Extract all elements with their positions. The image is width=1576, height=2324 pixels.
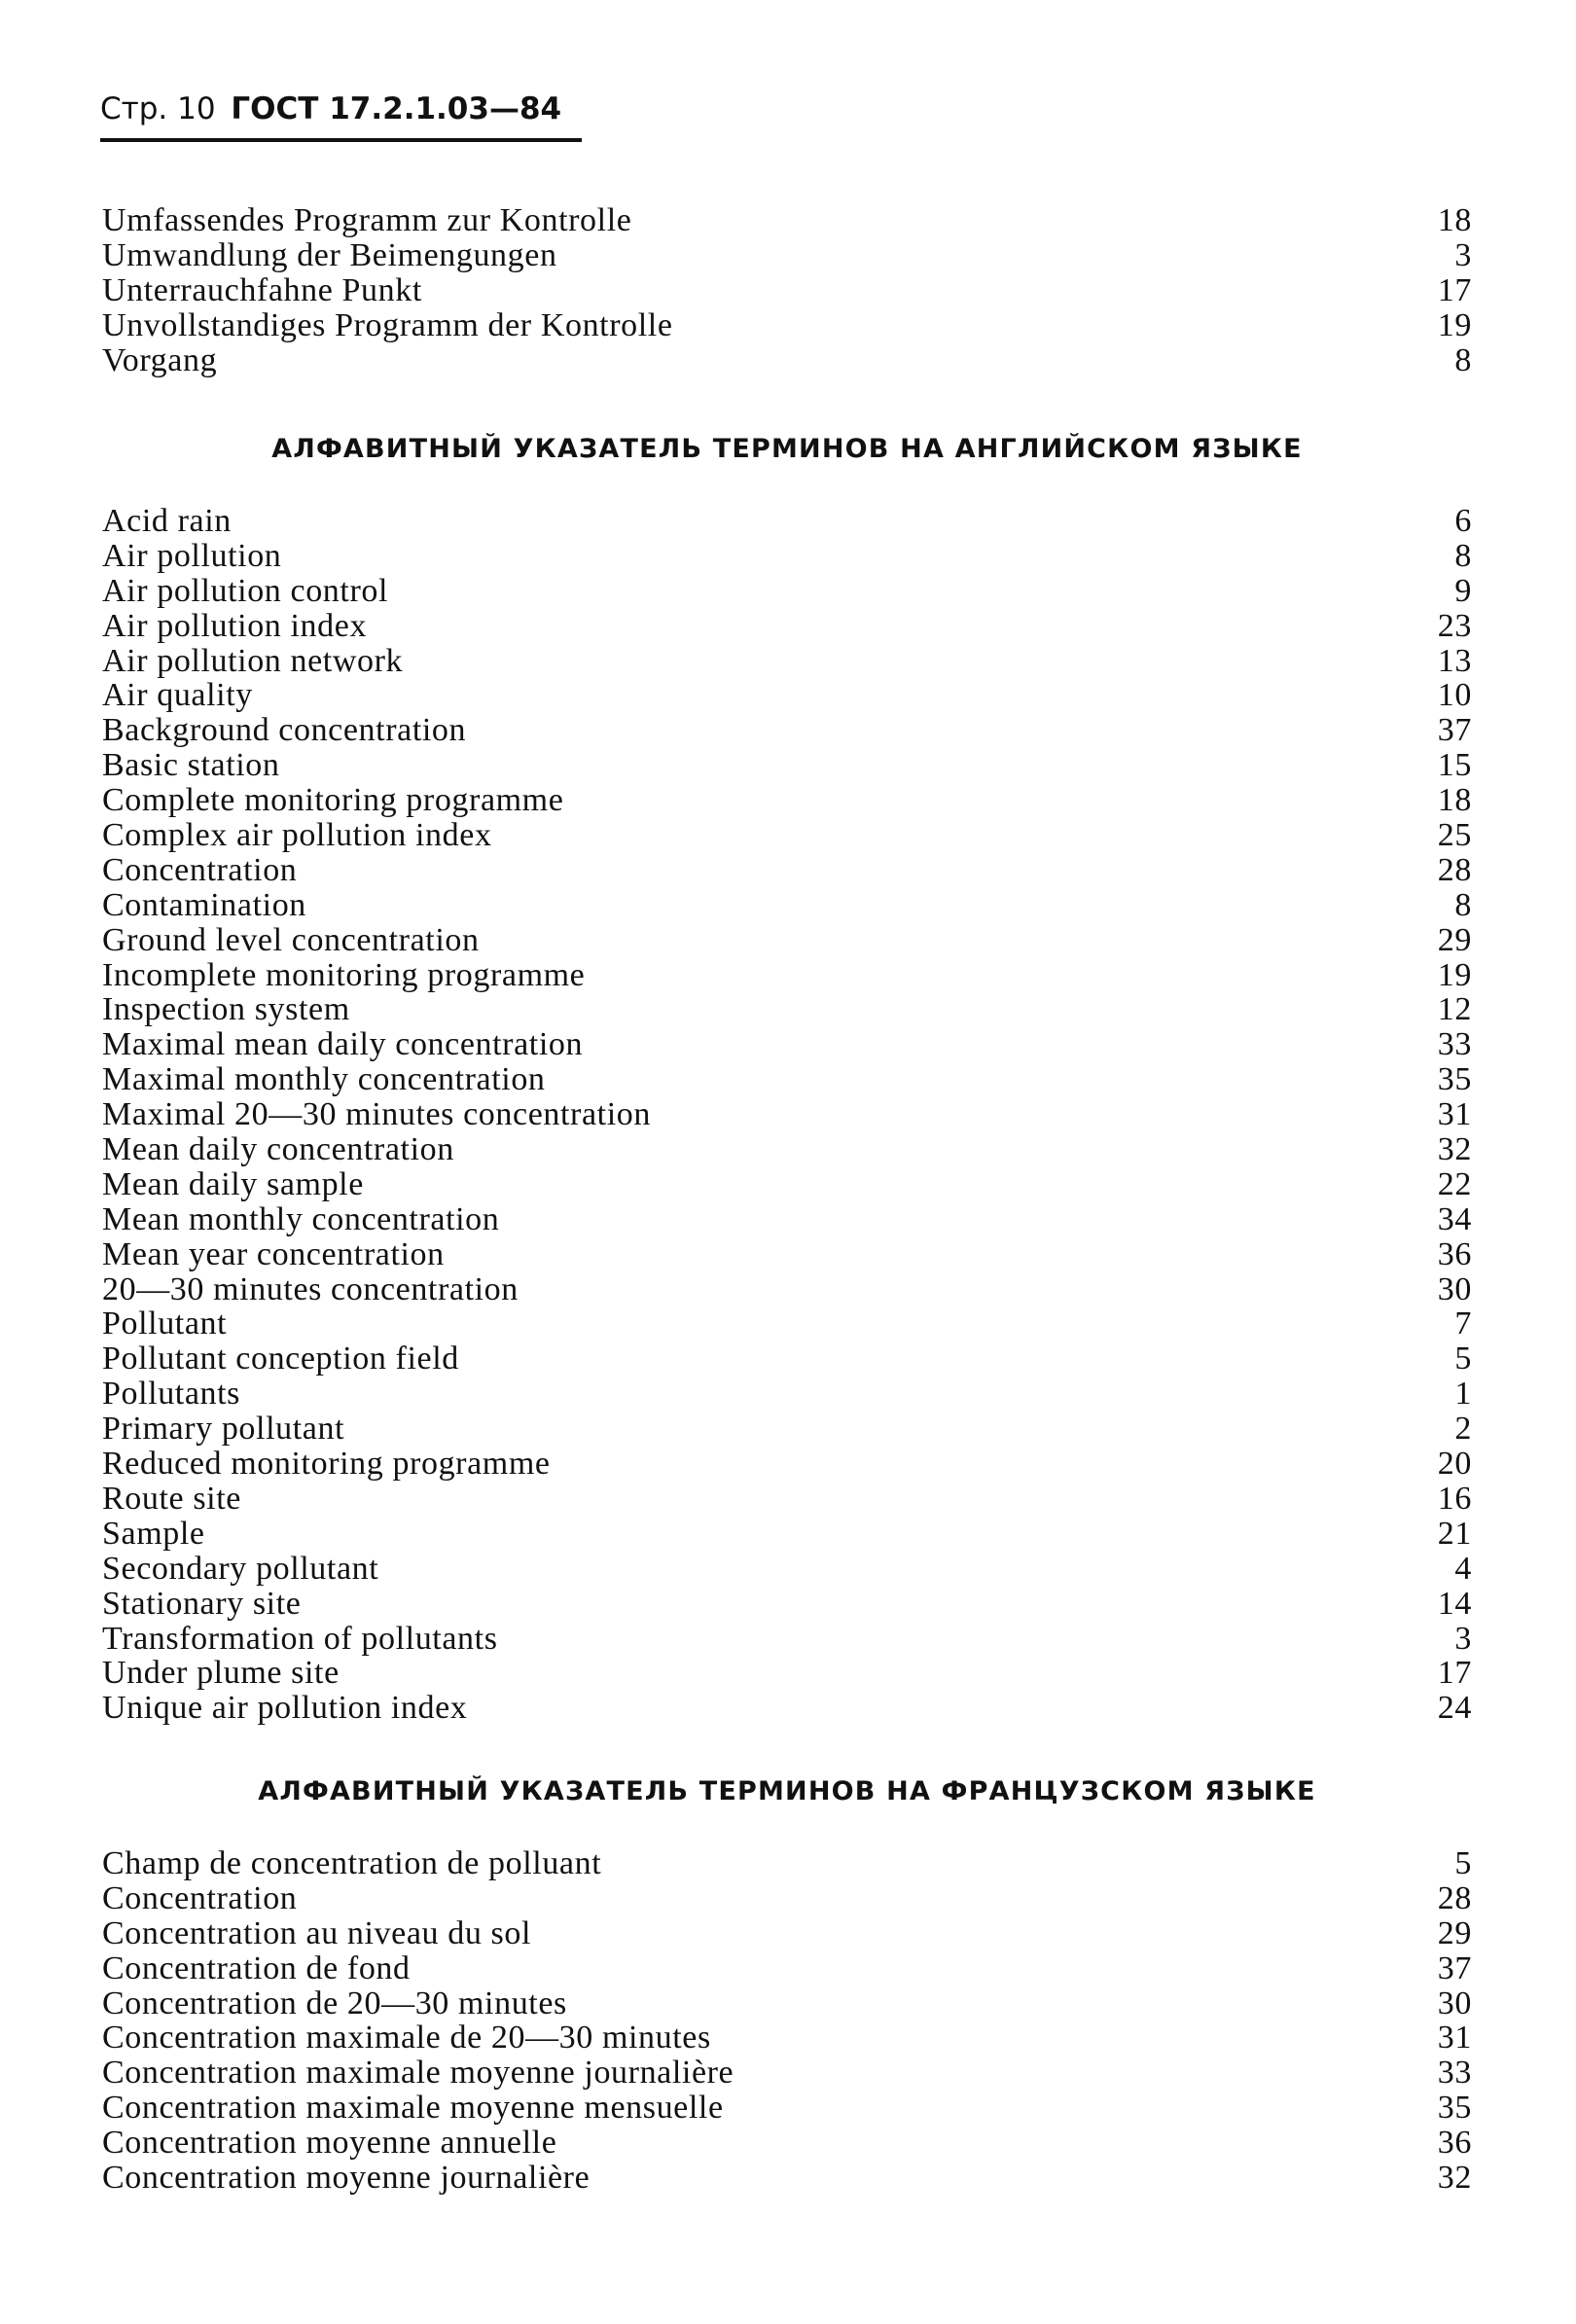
index-term: Stationary site <box>102 1585 302 1622</box>
index-term: Incomplete monitoring programme <box>102 956 586 993</box>
index-term: Concentration maximale moyenne journalière <box>102 2055 734 2092</box>
english-index-title: АЛФАВИТНЫЙ УКАЗАТЕЛЬ ТЕРМИНОВ НА АНГЛИЙСКОМ ЯЗЫКЕ <box>271 434 1303 464</box>
index-entry <box>102 1986 1472 2021</box>
index-page-number: 33 <box>1437 2055 1472 2092</box>
page-label: Стр. 10 <box>100 91 216 126</box>
index-page-number: 36 <box>1437 1235 1472 1272</box>
index-page-number: 4 <box>1454 1550 1472 1587</box>
index-term: Air pollution control <box>102 572 389 609</box>
index-page-number: 14 <box>1437 1585 1472 1622</box>
index-page-number: 31 <box>1437 1096 1472 1133</box>
index-entry <box>102 853 1472 888</box>
index-page-number: 2 <box>1454 1411 1472 1448</box>
index-page-number: 30 <box>1437 1984 1472 2021</box>
index-page-number: 5 <box>1454 1341 1472 1377</box>
index-term: Complex air pollution index <box>102 817 492 854</box>
index-page-number: 23 <box>1437 607 1472 644</box>
index-term: Ground level concentration <box>102 921 480 958</box>
index-page-number: 29 <box>1437 1914 1472 1951</box>
index-term: Contamination <box>102 886 306 923</box>
index-term: Vorgang <box>102 341 218 378</box>
index-term: Mean monthly concentration <box>102 1200 500 1237</box>
index-page-number: 16 <box>1437 1480 1472 1517</box>
index-entry <box>102 343 1472 378</box>
index-term: Air pollution <box>102 537 282 574</box>
index-entry <box>102 1587 1472 1622</box>
index-page-number: 24 <box>1437 1690 1472 1727</box>
index-entry <box>102 273 1472 308</box>
index-page-number: 25 <box>1437 817 1472 854</box>
index-entry <box>102 1951 1472 1986</box>
index-term: Concentration <box>102 851 298 888</box>
index-term: Transformation of pollutants <box>102 1620 498 1657</box>
index-entry <box>102 2091 1472 2126</box>
index-page-number: 36 <box>1437 2125 1472 2162</box>
index-entry <box>102 1552 1472 1587</box>
index-entry <box>102 888 1472 923</box>
index-entry <box>102 1306 1472 1341</box>
index-term: Complete monitoring programme <box>102 782 564 819</box>
index-term: Air pollution network <box>102 642 404 679</box>
index-page-number: 10 <box>1437 677 1472 714</box>
index-term: Inspection system <box>102 991 350 1028</box>
index-term: Champ de concentration de polluant <box>102 1845 602 1881</box>
standard-number: ГОСТ 17.2.1.03—84 <box>231 91 562 126</box>
index-term: Unvollstandiges Programm der Kontrolle <box>102 306 673 343</box>
index-page-number: 9 <box>1454 572 1472 609</box>
index-entry <box>102 1377 1472 1412</box>
index-entry <box>102 1341 1472 1377</box>
index-page-number: 19 <box>1437 306 1472 343</box>
index-page-number: 8 <box>1454 537 1472 574</box>
index-entry <box>102 1202 1472 1237</box>
index-entry <box>102 678 1472 713</box>
index-entry <box>102 1656 1472 1691</box>
index-entry <box>102 748 1472 783</box>
index-term: Acid rain <box>102 503 232 539</box>
index-term: Concentration de 20—30 minutes <box>102 1984 567 2021</box>
index-page-number: 5 <box>1454 1845 1472 1881</box>
index-entry <box>102 923 1472 958</box>
index-entry <box>102 1916 1472 1951</box>
index-term: Air quality <box>102 677 253 714</box>
index-entry <box>102 308 1472 343</box>
index-entry <box>102 203 1472 238</box>
index-page-number: 32 <box>1437 2160 1472 2197</box>
index-entry <box>102 2161 1472 2196</box>
index-page-number: 17 <box>1437 271 1472 308</box>
index-page-number: 35 <box>1437 1061 1472 1098</box>
english-index-list <box>102 504 1472 1726</box>
index-page-number: 8 <box>1454 341 1472 378</box>
index-entry <box>102 1237 1472 1272</box>
index-term: Pollutants <box>102 1376 241 1412</box>
index-entry <box>102 1691 1472 1726</box>
index-entry <box>102 609 1472 644</box>
index-entry <box>102 1517 1472 1552</box>
index-term: Concentration de fond <box>102 1949 411 1986</box>
index-page-number: 12 <box>1437 991 1472 1028</box>
index-term: Concentration maximale de 20—30 minutes <box>102 2020 711 2056</box>
index-term: Pollutant <box>102 1305 228 1342</box>
index-page-number: 20 <box>1437 1446 1472 1483</box>
french-index-title: АЛФАВИТНЫЙ УКАЗАТЕЛЬ ТЕРМИНОВ НА ФРАНЦУЗСКОМ ЯЗЫКЕ <box>258 1776 1316 1806</box>
index-term: Unterrauchfahne Punkt <box>102 271 422 308</box>
index-entry <box>102 574 1472 609</box>
index-page-number: 3 <box>1454 1620 1472 1657</box>
index-entry <box>102 2020 1472 2056</box>
index-term: Primary pollutant <box>102 1411 345 1448</box>
index-page-number: 37 <box>1437 1949 1472 1986</box>
index-entry <box>102 783 1472 818</box>
index-entry <box>102 504 1472 539</box>
index-term: Basic station <box>102 747 280 784</box>
index-entry <box>102 713 1472 748</box>
index-term: Background concentration <box>102 712 467 749</box>
index-term: Route site <box>102 1480 241 1517</box>
index-page-number: 3 <box>1454 236 1472 273</box>
index-term: Concentration au niveau du sol <box>102 1914 532 1951</box>
index-term: 20—30 minutes concentration <box>102 1270 519 1307</box>
index-term: Secondary pollutant <box>102 1550 379 1587</box>
index-term: Reduced monitoring programme <box>102 1446 551 1483</box>
index-term: Mean year concentration <box>102 1235 445 1272</box>
index-entry <box>102 818 1472 853</box>
index-page-number: 17 <box>1437 1655 1472 1692</box>
index-page-number: 19 <box>1437 956 1472 993</box>
index-term: Mean daily sample <box>102 1165 364 1202</box>
index-term: Maximal monthly concentration <box>102 1061 546 1098</box>
index-term: Concentration maximale moyenne mensuelle <box>102 2090 724 2127</box>
index-term: Umwandlung der Beimengungen <box>102 236 557 273</box>
index-entry <box>102 1482 1472 1517</box>
index-entry <box>102 1132 1472 1167</box>
index-page-number: 8 <box>1454 886 1472 923</box>
index-page-number: 15 <box>1437 747 1472 784</box>
index-term: Concentration moyenne annuelle <box>102 2125 557 2162</box>
index-entry <box>102 539 1472 574</box>
index-page-number: 13 <box>1437 642 1472 679</box>
index-page-number: 29 <box>1437 921 1472 958</box>
index-page-number: 18 <box>1437 782 1472 819</box>
index-page-number: 34 <box>1437 1200 1472 1237</box>
index-term: Under plume site <box>102 1655 340 1692</box>
index-page-number: 35 <box>1437 2090 1472 2127</box>
index-term: Pollutant conception field <box>102 1341 459 1377</box>
index-entry <box>102 1846 1472 1881</box>
index-entry <box>102 1412 1472 1447</box>
index-page-number: 31 <box>1437 2020 1472 2056</box>
index-entry <box>102 992 1472 1027</box>
index-page-number: 33 <box>1437 1026 1472 1063</box>
index-term: Concentration moyenne journalière <box>102 2160 591 2197</box>
index-term: Mean daily concentration <box>102 1131 454 1168</box>
index-entry <box>102 1447 1472 1482</box>
index-entry <box>102 1097 1472 1132</box>
index-entry <box>102 1027 1472 1062</box>
index-page-number: 6 <box>1454 503 1472 539</box>
index-term: Concentration <box>102 1879 298 1916</box>
index-term: Maximal 20—30 minutes concentration <box>102 1096 651 1133</box>
index-page-number: 30 <box>1437 1270 1472 1307</box>
index-entry <box>102 958 1472 993</box>
index-entry <box>102 2056 1472 2091</box>
index-page-number: 21 <box>1437 1515 1472 1552</box>
page-header <box>100 89 582 142</box>
index-page-number: 28 <box>1437 1879 1472 1916</box>
index-entry <box>102 1062 1472 1097</box>
index-entry <box>102 2126 1472 2161</box>
index-page-number: 1 <box>1454 1376 1472 1412</box>
index-term: Maximal mean daily concentration <box>102 1026 584 1063</box>
index-term: Unique air pollution index <box>102 1690 468 1727</box>
index-entry <box>102 1881 1472 1916</box>
index-page-number: 18 <box>1437 202 1472 238</box>
index-page-number: 37 <box>1437 712 1472 749</box>
index-entry <box>102 1167 1472 1202</box>
index-entry <box>102 238 1472 273</box>
german-index-continuation <box>102 203 1472 377</box>
index-term: Air pollution index <box>102 607 368 644</box>
french-index-list <box>102 1846 1472 2196</box>
index-page-number: 28 <box>1437 851 1472 888</box>
index-term: Sample <box>102 1515 205 1552</box>
index-page-number: 32 <box>1437 1131 1472 1168</box>
index-entry <box>102 1272 1472 1307</box>
index-entry <box>102 1622 1472 1657</box>
index-term: Umfassendes Programm zur Kontrolle <box>102 202 632 238</box>
index-page-number: 22 <box>1437 1165 1472 1202</box>
index-entry <box>102 644 1472 679</box>
index-page-number: 7 <box>1454 1305 1472 1342</box>
